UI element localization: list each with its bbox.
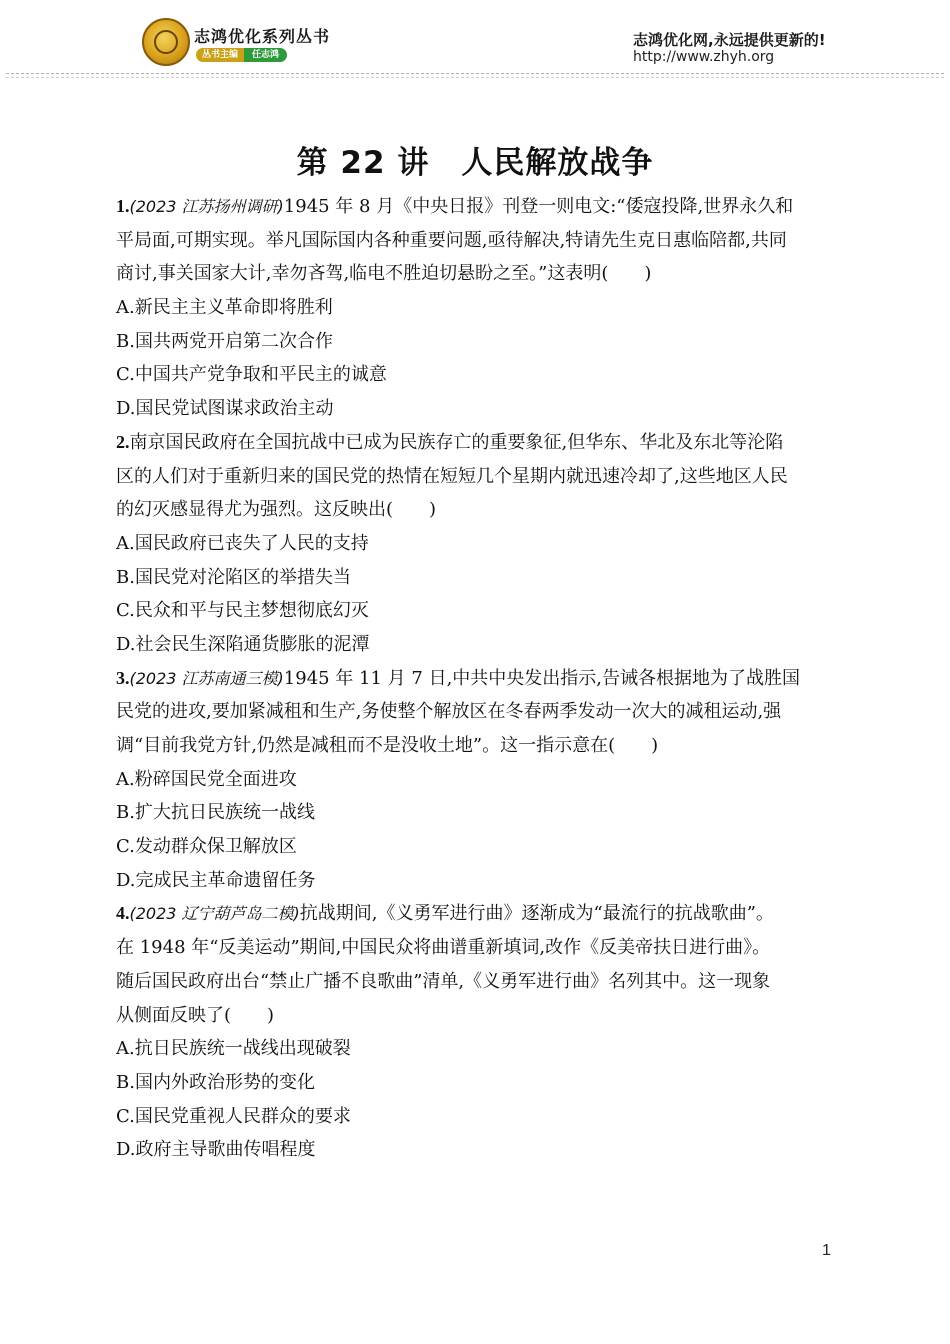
question-text-line: 区的人们对于重新归来的国民党的热情在短短几个星期内就迅速冷却了,这些地区人民: [116, 465, 788, 487]
header-slogan: 志鸿优化网,永远提供更新的!: [633, 31, 826, 49]
question-4: [116, 897, 836, 1167]
question-source: (2023 江苏南通三模): [129, 668, 284, 688]
question-list: [116, 190, 836, 1167]
question-stem-line: 4.(2023 辽宁葫芦岛二模)抗战期间,《义勇军进行曲》逐渐成为“最流行的抗战歌曲”。: [116, 903, 774, 925]
question-text: 1945 年 11 月 7 日,中共中央发出指示,告诫各根据地为了战胜国: [283, 667, 801, 689]
question-source: (2023 辽宁葫芦岛二模): [129, 904, 300, 924]
header-divider: [6, 73, 944, 74]
option-d[interactable]: D.完成民主革命遗留任务: [116, 869, 316, 891]
question-text-line: 商讨,事关国家大计,幸勿吝驾,临电不胜迫切悬盼之至。”这表明( ): [116, 263, 652, 285]
option-c[interactable]: C.发动群众保卫解放区: [116, 836, 297, 858]
option-a[interactable]: A.国民政府已丧失了人民的支持: [116, 532, 369, 554]
option-a[interactable]: A.粉碎国民党全面进攻: [116, 768, 297, 790]
header-divider-secondary: [6, 77, 944, 78]
option-d[interactable]: D.社会民生深陷通货膨胀的泥潭: [116, 633, 370, 655]
question-number: 1: [116, 196, 125, 216]
logo-emblem: [154, 30, 178, 54]
question-1: [116, 190, 836, 426]
question-number: 2: [116, 431, 125, 452]
editor-name: 任志鸿: [244, 48, 287, 62]
question-text: 抗战期间,《义勇军进行曲》逐渐成为“最流行的抗战歌曲”。: [299, 903, 774, 925]
header-url: http://www.zhyh.org: [633, 49, 775, 65]
question-stem-line: 3.(2023 江苏南通三模)1945 年 11 月 7 日,中共中央发出指示,告诫各根据地为了战胜国: [116, 667, 801, 689]
question-text-line: 民党的进攻,要加紧减租和生产,务使整个解放区在冬春两季发动一次大的减租运动,强: [116, 701, 782, 723]
editor-label: 丛书主编: [196, 48, 244, 62]
question-number: 3: [116, 667, 125, 688]
question-2: [116, 426, 836, 662]
question-text: 南京国民政府在全国抗战中已成为民族存亡的重要象征,但华东、华北及东北等沦陷: [129, 431, 784, 453]
page-header: [0, 0, 950, 82]
option-b[interactable]: B.国民党对沦陷区的举措失当: [116, 566, 351, 588]
option-c[interactable]: C.中国共产党争取和平民主的诚意: [116, 364, 387, 386]
question-text-line: 随后国民政府出台“禁止广播不良歌曲”清单,《义勇军进行曲》名列其中。这一现象: [116, 970, 771, 992]
question-text-line: 的幻灭感显得尤为强烈。这反映出( ): [116, 499, 437, 521]
option-c[interactable]: C.国民党重视人民群众的要求: [116, 1105, 351, 1127]
question-3: [116, 662, 836, 898]
option-b[interactable]: B.国内外政治形势的变化: [116, 1071, 315, 1093]
option-b[interactable]: B.国共两党开启第二次合作: [116, 330, 333, 352]
question-source: (2023 江苏扬州调研): [129, 197, 284, 216]
publisher-logo-icon: [142, 18, 190, 66]
option-a[interactable]: A.新民主主义革命即将胜利: [116, 297, 333, 319]
editor-badge: [196, 48, 287, 62]
option-a[interactable]: A.抗日民族统一战线出现破裂: [116, 1038, 351, 1060]
question-text-line: 从侧面反映了( ): [116, 1004, 275, 1026]
question-stem-line: 2.南京国民政府在全国抗战中已成为民族存亡的重要象征,但华东、华北及东北等沦陷: [116, 431, 784, 453]
option-b[interactable]: B.扩大抗日民族统一战线: [116, 802, 315, 824]
question-text: 1945 年 8 月《中央日报》刊登一则电文:“倭寇投降,世界永久和: [283, 196, 794, 217]
question-stem-line: 1.(2023 江苏扬州调研)1945 年 8 月《中央日报》刊登一则电文:“倭寇投降,世界永久和: [116, 196, 794, 217]
question-number: 4: [116, 903, 125, 924]
series-title: 志鸿优化系列丛书: [194, 27, 331, 46]
question-text-line: 平局面,可期实现。举凡国际国内各种重要问题,亟待解决,特请先生克日惠临陪都,共同: [116, 229, 787, 251]
question-text-line: 调“目前我党方针,仍然是减租而不是没收土地”。这一指示意在( ): [116, 735, 659, 756]
page-number: 1: [822, 1242, 831, 1259]
option-c[interactable]: C.民众和平与民主梦想彻底幻灭: [116, 600, 369, 622]
option-d[interactable]: D.国民党试图谋求政治主动: [116, 398, 334, 420]
option-d[interactable]: D.政府主导歌曲传唱程度: [116, 1139, 316, 1161]
lesson-title: 第 22 讲 人民解放战争: [296, 145, 654, 181]
question-text-line: 在 1948 年“反美运动”期间,中国民众将曲谱重新填词,改作《反美帝扶日进行曲》。: [116, 937, 771, 959]
